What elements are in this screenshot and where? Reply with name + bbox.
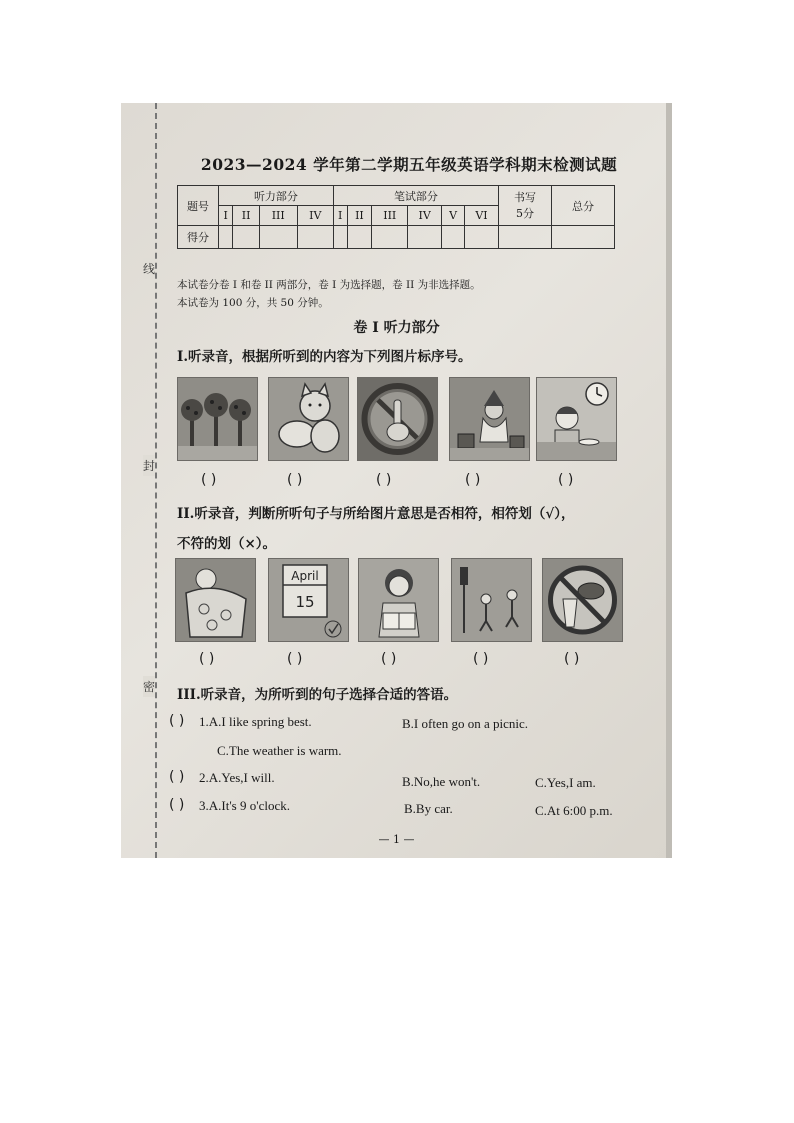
writing-col: III <box>372 206 408 226</box>
binding-char-line: 线 <box>143 258 155 279</box>
binding-char-seal: 封 <box>143 455 155 476</box>
binding-char-secret: 密 <box>143 676 155 697</box>
intro-line-1: 本试卷分卷 I 和卷 II 两部分，卷 I 为选择题，卷 II 为非选择题。 <box>177 279 481 291</box>
listening-col: III <box>259 206 297 226</box>
row-label-number: 题号 <box>178 186 219 226</box>
handwriting-header <box>499 186 552 226</box>
q3-2-option-c: C.Yes,I am. <box>535 775 596 790</box>
q1-blank-5[interactable]: ( ) <box>558 472 574 488</box>
q2-heading-line-2: 不符的划（×）。 <box>177 536 277 552</box>
q1-blank-4[interactable]: ( ) <box>465 472 481 488</box>
score-cell[interactable] <box>297 226 333 249</box>
score-cell[interactable] <box>552 226 615 249</box>
q2-blank-5[interactable]: ( ) <box>564 651 580 667</box>
q3-heading: III.听录音，为所听到的句子选择合适的答语。 <box>177 687 458 703</box>
q3-1-option-a: 1.A.I like spring best. <box>199 714 312 729</box>
q3-3-option-a: 3.A.It's 9 o'clock. <box>199 798 290 813</box>
listening-col: II <box>233 206 259 226</box>
q3-3-option-b: B.By car. <box>404 801 453 816</box>
page-number: — 1 — <box>378 833 415 846</box>
q3-blank-1[interactable]: ( ) <box>169 713 185 729</box>
score-cell[interactable] <box>464 226 498 249</box>
q3-2-option-a: 2.A.Yes,I will. <box>199 770 275 785</box>
intro-line-2: 本试卷为 100 分，共 50 分钟。 <box>177 297 329 309</box>
row-label-score: 得分 <box>178 226 219 249</box>
q1-blank-3[interactable]: ( ) <box>376 472 392 488</box>
writing-col: V <box>442 206 465 226</box>
q3-1-option-c: C.The weather is warm. <box>217 743 342 758</box>
calendar-image <box>268 558 349 642</box>
listening-col: I <box>219 206 233 226</box>
exam-paper <box>121 103 672 858</box>
apple-trees-image <box>177 377 258 461</box>
santa-gifts-image <box>449 377 530 461</box>
q1-blank-2[interactable]: ( ) <box>287 472 303 488</box>
q1-heading: I.听录音，根据所听到的内容为下列图片标序号。 <box>177 349 472 365</box>
listening-col: IV <box>297 206 333 226</box>
score-cell[interactable] <box>499 226 552 249</box>
writing-col: I <box>333 206 347 226</box>
total-header: 总分 <box>552 186 615 226</box>
right-edge-shadow <box>666 103 672 858</box>
score-cell[interactable] <box>372 226 408 249</box>
no-junk-food-image <box>542 558 623 642</box>
score-cell[interactable] <box>442 226 465 249</box>
calendar-day: 15 <box>295 593 315 611</box>
boy-eating-clock-image <box>536 377 617 461</box>
q2-blank-1[interactable]: ( ) <box>199 651 215 667</box>
handwriting-points: 5分 <box>516 206 534 220</box>
q3-3-option-c: C.At 6:00 p.m. <box>535 803 613 818</box>
sleeping-child-image <box>175 558 256 642</box>
exam-title: 2023—2024 学年第二学期五年级英语学科期末检测试题 <box>200 155 618 174</box>
writing-col: VI <box>464 206 498 226</box>
q3-2-option-b: B.No,he won't. <box>402 774 481 789</box>
quiet-sign-image <box>357 377 438 461</box>
writing-col: II <box>347 206 372 226</box>
q2-blank-2[interactable]: ( ) <box>287 651 303 667</box>
writing-col: IV <box>408 206 442 226</box>
binding-line <box>155 103 157 858</box>
score-cell[interactable] <box>233 226 259 249</box>
girl-reading-image <box>358 558 439 642</box>
q3-1-option-b: B.I often go on a picnic. <box>402 716 528 731</box>
section-title: 卷 I 听力部分 <box>353 320 440 336</box>
handwriting-label: 书写 <box>514 190 536 204</box>
score-table <box>177 185 615 249</box>
writing-header: 笔试部分 <box>333 186 498 206</box>
calendar-month: April <box>291 569 319 583</box>
score-cell[interactable] <box>219 226 233 249</box>
q3-blank-2[interactable]: ( ) <box>169 769 185 785</box>
listening-header: 听力部分 <box>219 186 334 206</box>
score-cell[interactable] <box>333 226 347 249</box>
q2-blank-3[interactable]: ( ) <box>381 651 397 667</box>
score-cell[interactable] <box>259 226 297 249</box>
q1-blank-1[interactable]: ( ) <box>201 472 217 488</box>
cat-and-dog-image <box>268 377 349 461</box>
q2-blank-4[interactable]: ( ) <box>473 651 489 667</box>
q3-blank-3[interactable]: ( ) <box>169 797 185 813</box>
q2-heading-line-1: II.听录音，判断所听句子与所给图片意思是否相符，相符划（√）， <box>177 506 575 522</box>
children-crossing-image <box>451 558 532 642</box>
score-cell[interactable] <box>347 226 372 249</box>
score-cell[interactable] <box>408 226 442 249</box>
